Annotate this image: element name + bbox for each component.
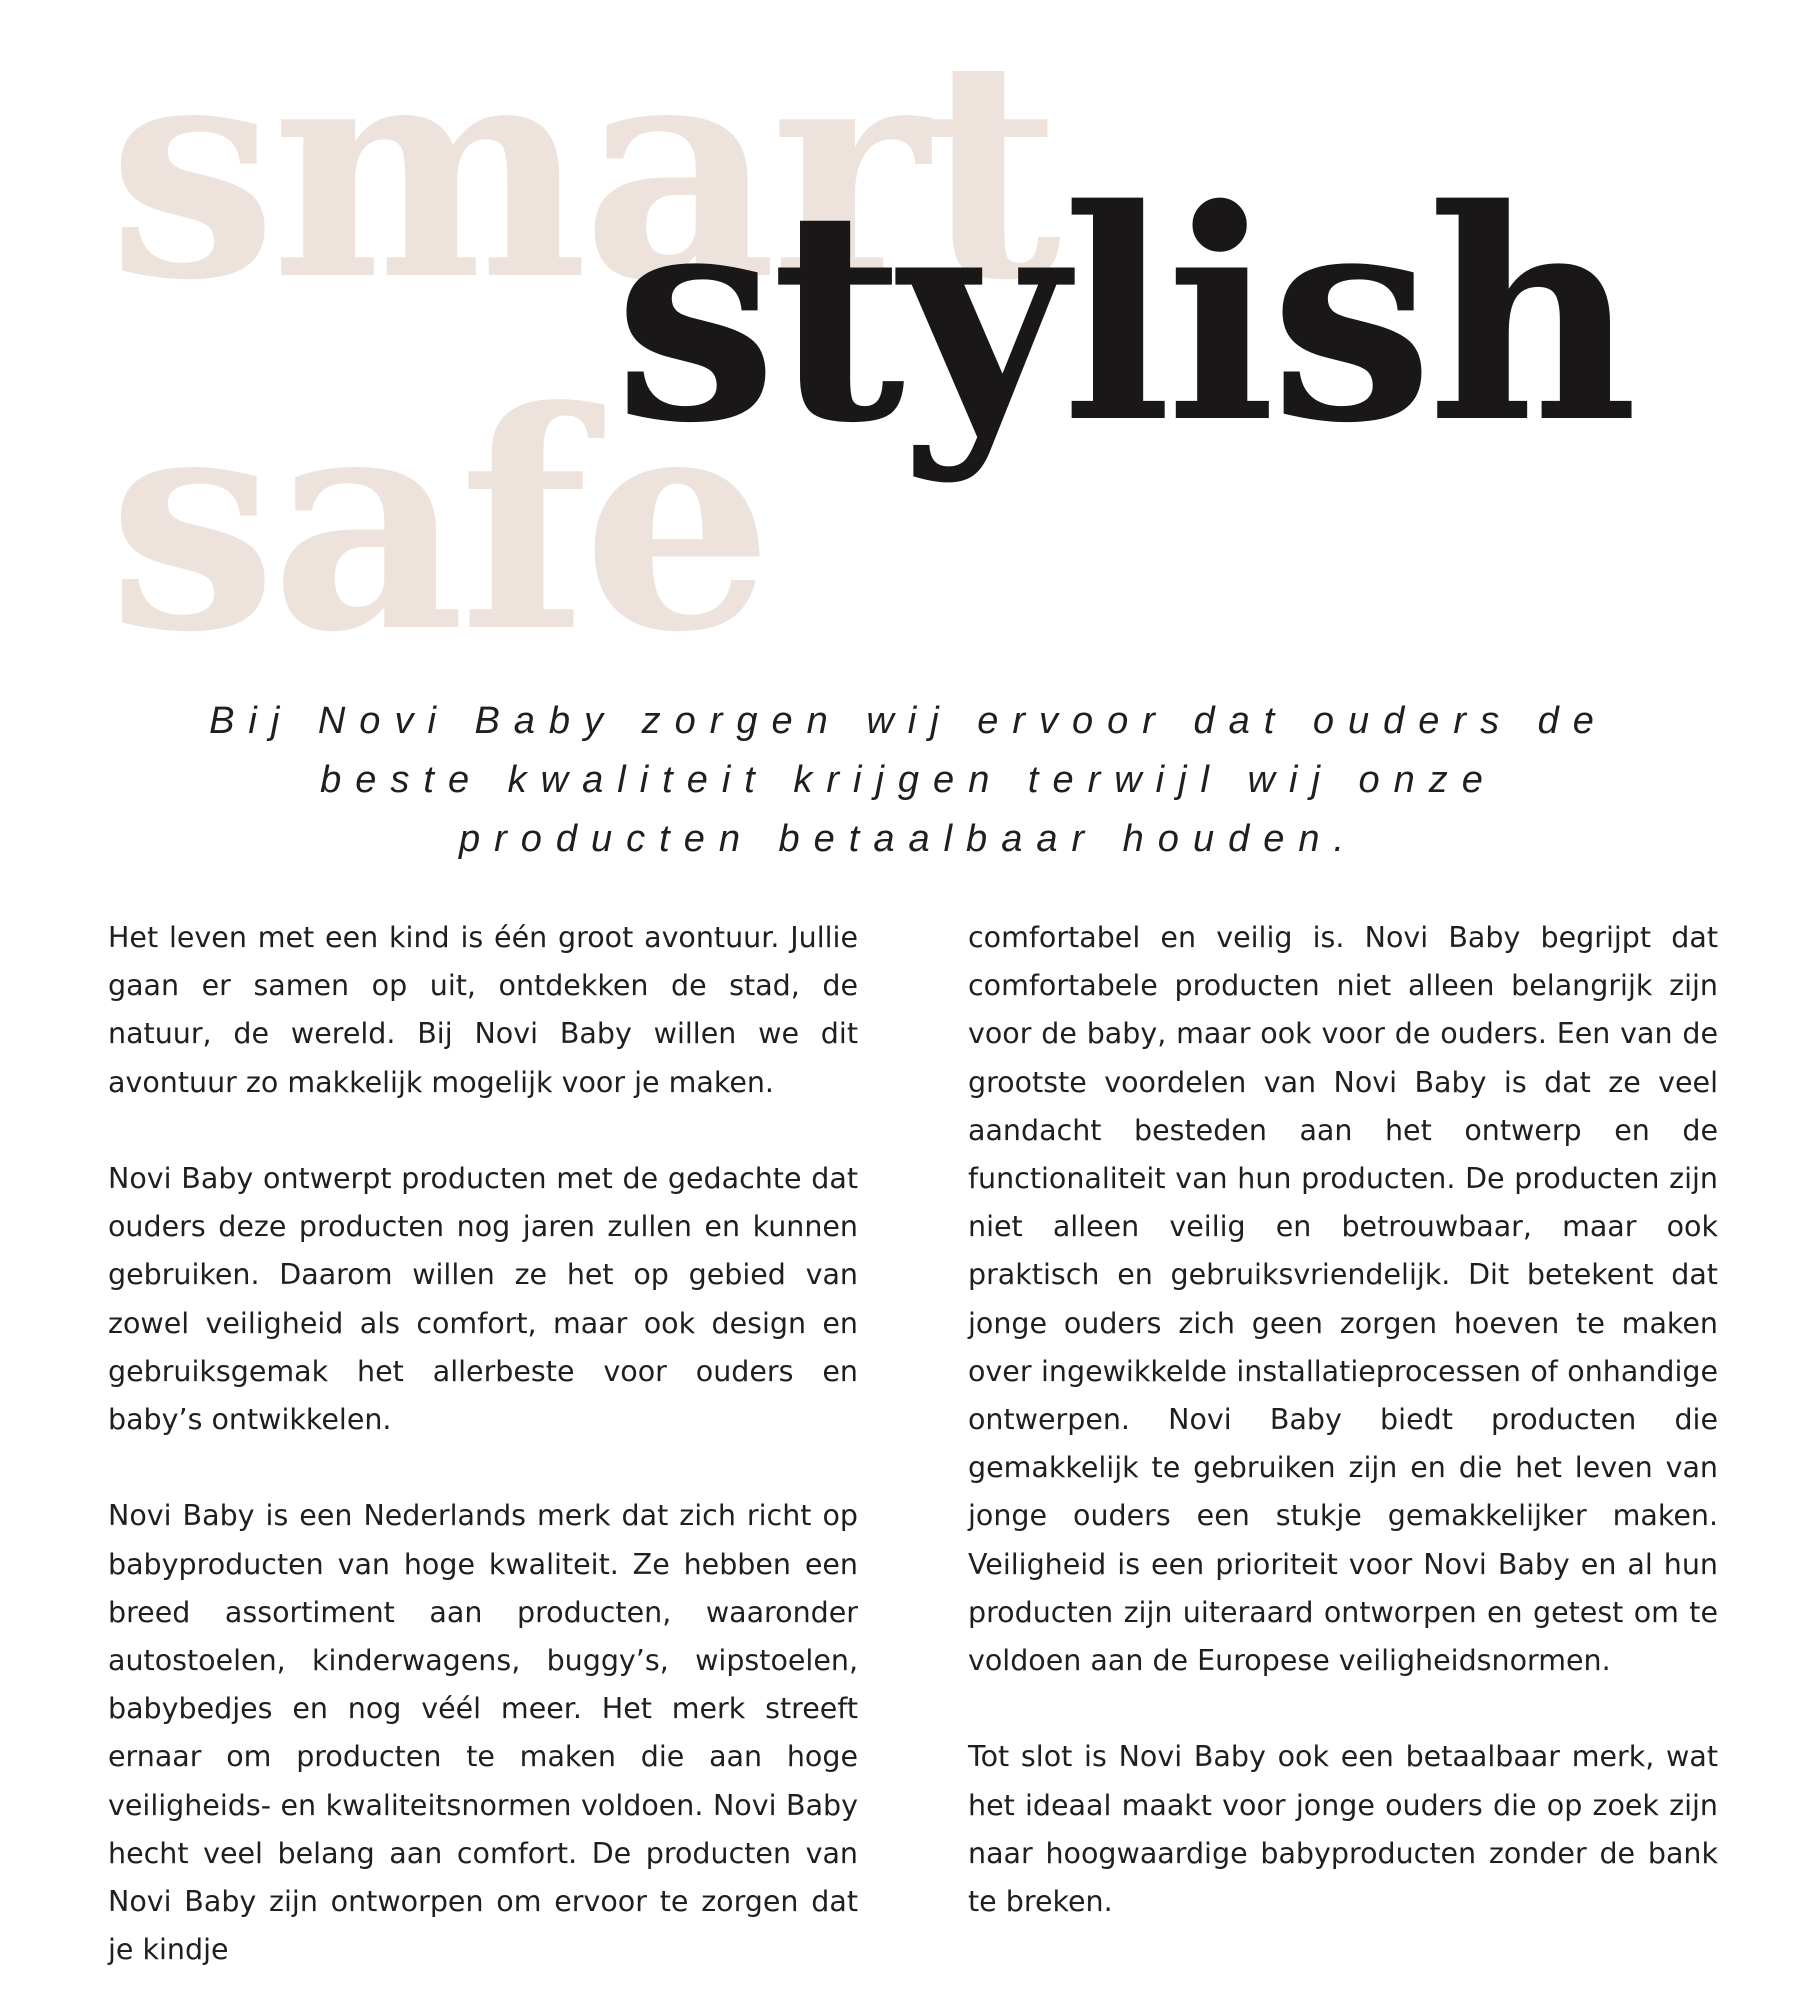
body-paragraph: Novi Baby ontwerpt producten met de gedachte dat ouders deze producten nog jaren zullen en kunnen gebruiken. Daarom willen ze het op gebied van zowel veiligheid als comfort, maar ook design en gebruiksgemak het allerbeste voor ouders en baby’s ontwikkelen. bbox=[108, 1162, 858, 1437]
body-column-right bbox=[968, 914, 1718, 1926]
body-paragraph: Novi Baby is een Nederlands merk dat zich richt op babyproducten van hoge kwaliteit. Ze hebben een breed assortiment aan producten, waaronder autostoelen, kinderwagens, buggy’s, wipstoelen, babybedjes en nog véél meer. Het merk streeft ernaar om producten te maken die aan hoge veiligheids- en kwaliteitsnormen voldoen. Novi Baby hecht veel belang aan comfort. De producten van Novi Baby zijn ontworpen om ervoor te zorgen dat je kindje bbox=[108, 1499, 858, 1967]
body-paragraph: comfortabel en veilig is. Novi Baby begrijpt dat comfortabele producten niet alleen belangrijk zijn voor de baby, maar ook voor de ouders. Een van de grootste voordelen van Novi Baby is dat ze veel aandacht besteden aan het ontwerp en de functionaliteit van hun producten. De producten zijn niet alleen veilig en betrouwbaar, maar ook praktisch en gebruiksvriendelijk. Dit betekent dat jonge ouders zich geen zorgen hoeven te maken over ingewikkelde installatieprocessen of onhandige ontwerpen. Novi Baby biedt producten die gemakkelijk te gebruiken zijn en die het leven van jonge ouders een stukje gemakkelijker maken. Veiligheid is een prioriteit voor Novi Baby en al hun producten zijn uiteraard ontworpen en getest om te voldoen aan de Europese veiligheidsnormen. bbox=[968, 921, 1718, 1678]
body-paragraph: Het leven met een kind is één groot avontuur. Jullie gaan er samen op uit, ontdekken de stad, de natuur, de wereld. Bij Novi Baby willen we dit avontuur zo makkelijk mogelijk voor je maken. bbox=[108, 921, 858, 1099]
headline-word-stylish: stylish bbox=[614, 147, 1633, 487]
body-column-left bbox=[108, 914, 858, 1974]
headline-word-safe: safe bbox=[108, 345, 768, 698]
body-paragraph: Tot slot is Novi Baby ook een betaalbaar merk, wat het ideaal maakt voor jonge ouders die op zoek zijn naar hoogwaardige babyproducten zonder de bank te breken. bbox=[968, 1740, 1718, 1919]
tagline: Bij Novi Baby zorgen wij ervoor dat ouders de beste kwaliteit krijgen terwijl wij onze producten betaalbaar houden. bbox=[209, 700, 1608, 860]
headline-word-smart: smart bbox=[108, 0, 1056, 346]
